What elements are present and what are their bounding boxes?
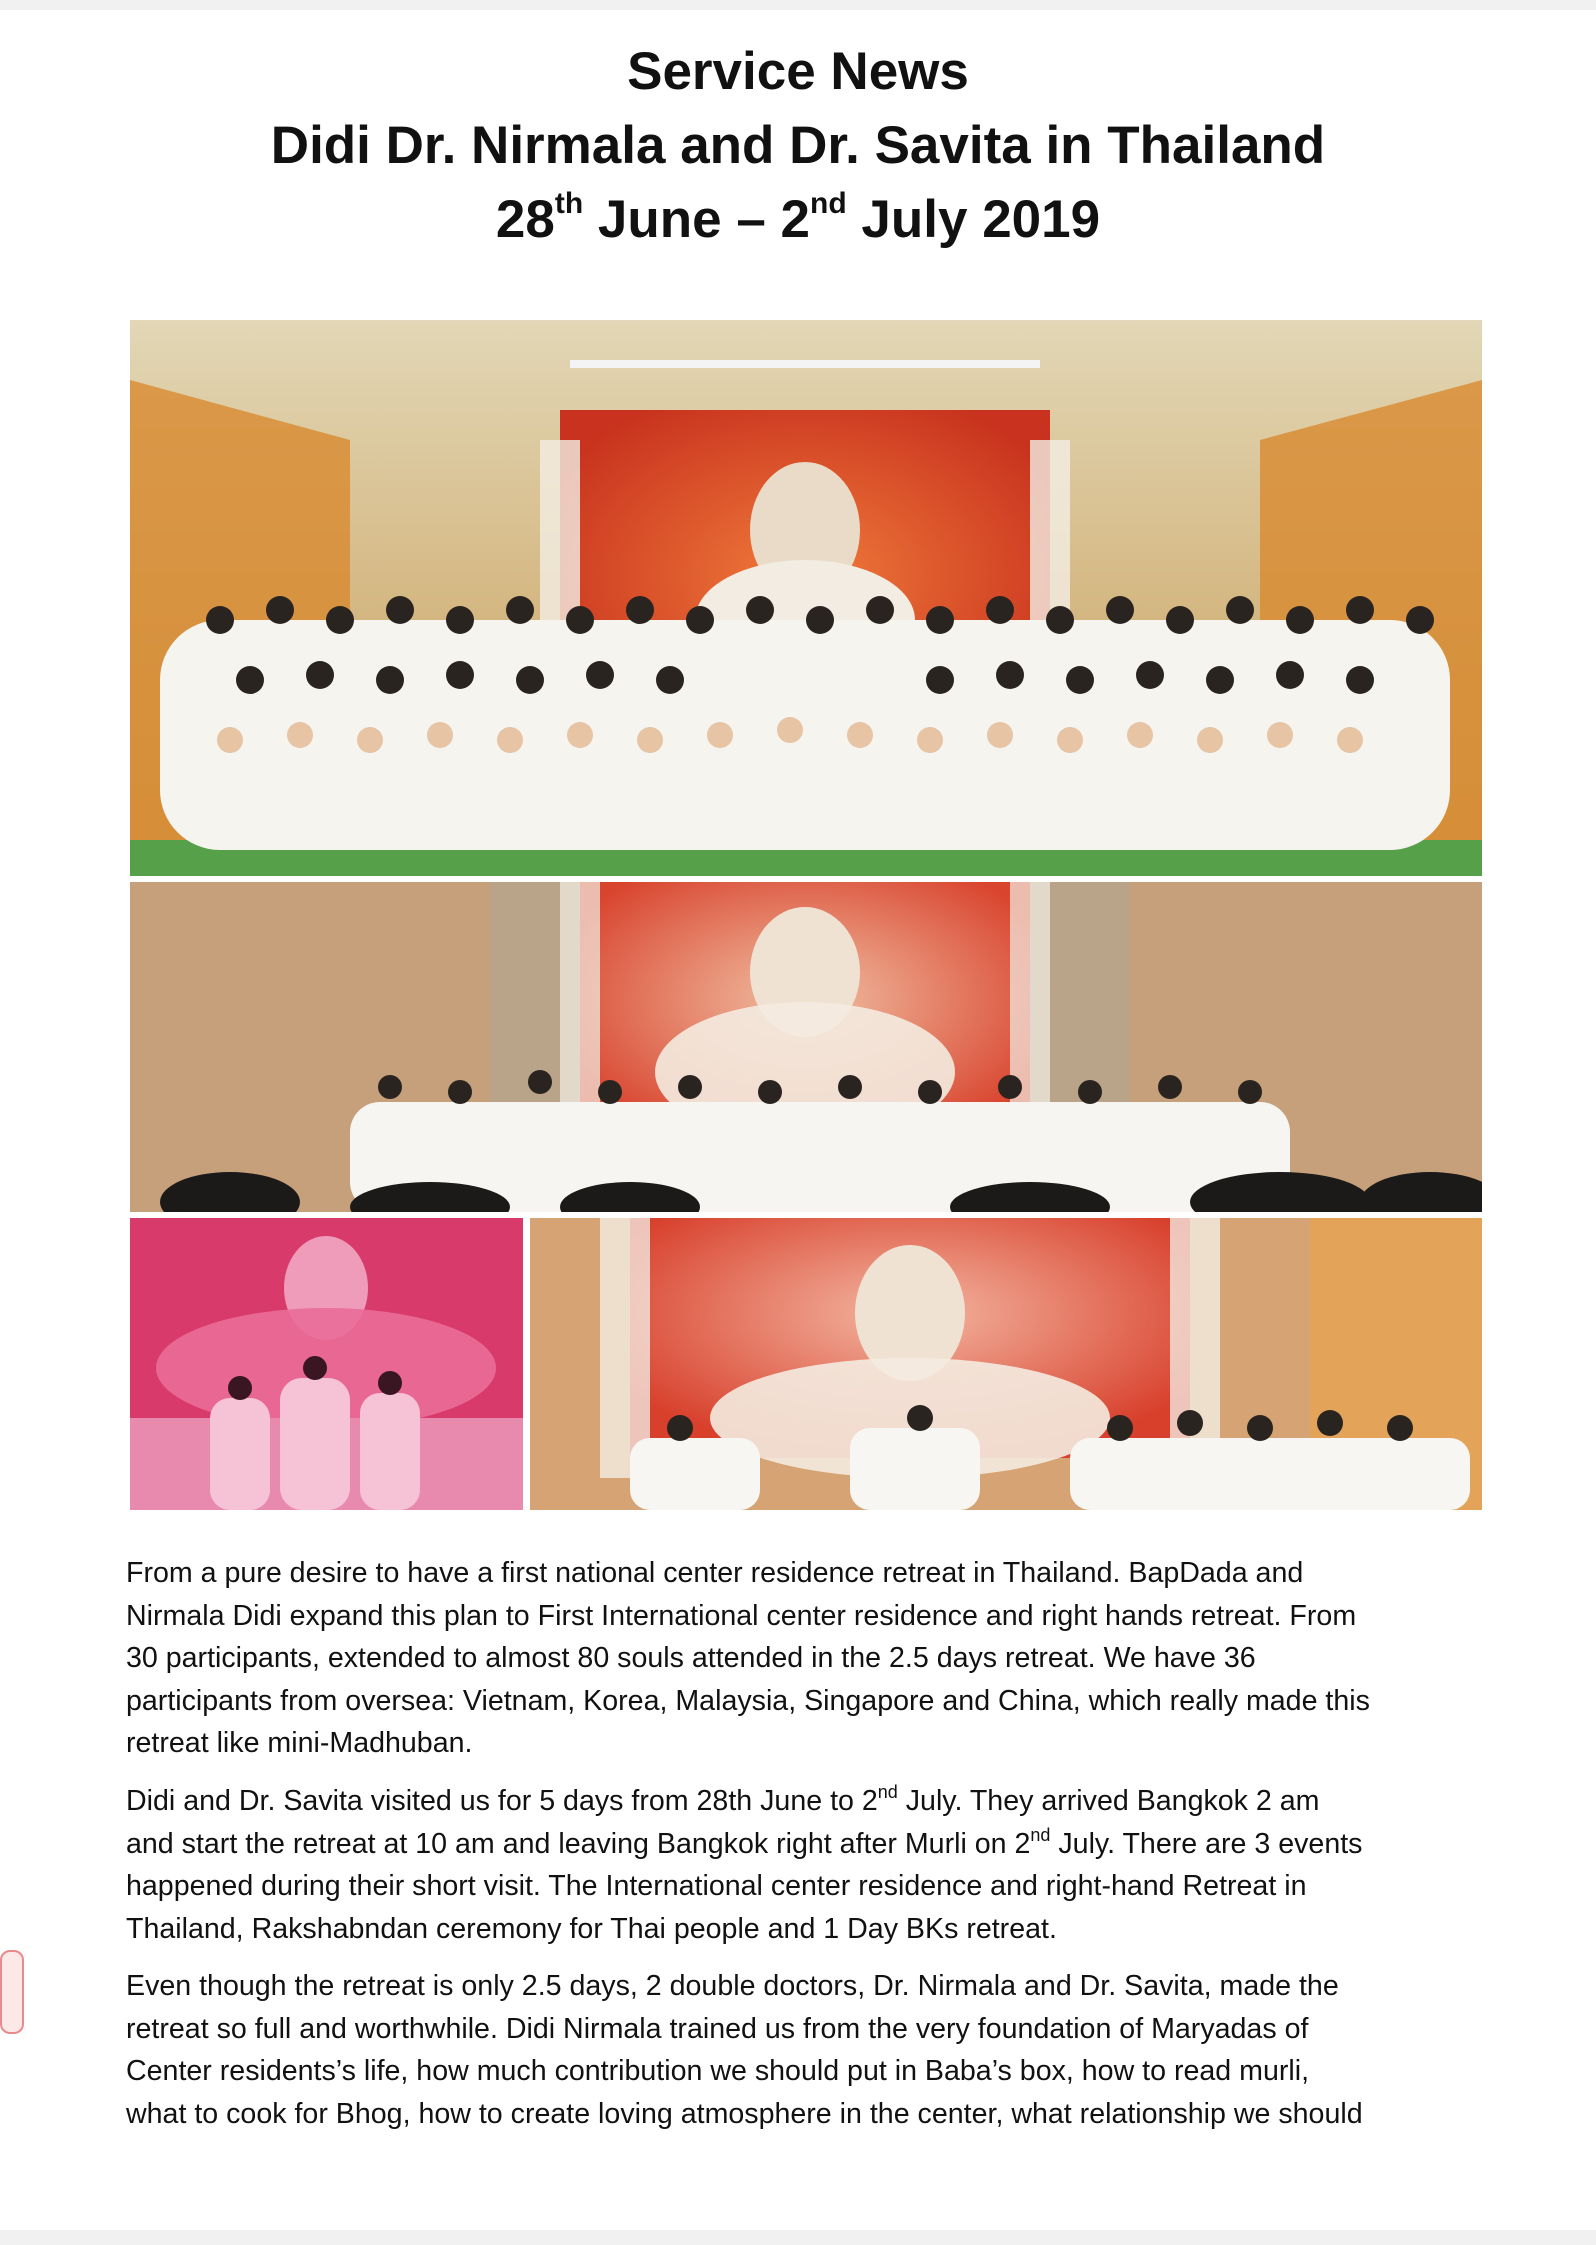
- paragraph-line: what to cook for Bhog, how to create loving atmosphere in the center, what relationship we should: [126, 2097, 1363, 2130]
- title-subject: Didi Dr. Nirmala and Dr. Savita in Thailand: [270, 116, 1326, 175]
- paragraph-line: 30 participants, extended to almost 80 souls attended in the 2.5 days retreat. We have 36: [126, 1642, 1256, 1674]
- paragraph-intro: [126, 1552, 1546, 1765]
- title-service-news: Service News: [627, 42, 969, 101]
- date-mid: June – 2: [583, 190, 811, 249]
- photo-group-retreat: [130, 320, 1482, 876]
- text-run: July. There are 3 events: [1050, 1827, 1363, 1860]
- date-sup2: nd: [810, 187, 847, 220]
- paragraph-line: From a pure desire to have a first national center residence retreat in Thailand. BapDada and: [126, 1557, 1304, 1589]
- photo-stage-panel: [130, 882, 1482, 1212]
- paragraph-line: happened during their short visit. The International center residence and right-hand Retreat in: [126, 1870, 1307, 1902]
- group-photo-icon: [130, 320, 1482, 876]
- document-page: [0, 10, 1596, 2230]
- photo-stage-speakers: [530, 1218, 1482, 1510]
- paragraph-line: Center residents’s life, how much contribution we should put in Baba’s box, how to read murli,: [126, 2055, 1310, 2087]
- paragraph-line: retreat like mini-Madhuban.: [126, 1727, 473, 1759]
- text-run: and start the retreat at 10 am and leaving Bangkok right after Murli on 2: [126, 1827, 1031, 1860]
- title-date-range: [0, 183, 1596, 257]
- paragraph-line: [126, 1780, 1546, 1823]
- side-scroll-handle[interactable]: [0, 1950, 24, 2034]
- date-end: July 2019: [846, 190, 1101, 249]
- photo-pink-portrait: [130, 1218, 523, 1510]
- stage-photo-icon: [130, 882, 1482, 1212]
- paragraph-line: Nirmala Didi expand this plan to First International center residence and right hands retreat. From: [126, 1599, 1357, 1632]
- paragraph-line: participants from oversea: Vietnam, Korea, Malaysia, Singapore and China, which really made this: [126, 1684, 1370, 1717]
- paragraph-line: retreat so full and worthwhile. Didi Nirmala trained us from the very foundation of Maryadas of: [126, 2012, 1309, 2045]
- paragraph-line: Thailand, Rakshabndan ceremony for Thai people and 1 Day BKs retreat.: [126, 1912, 1057, 1945]
- date-day1: 28: [495, 190, 555, 249]
- paragraph-line: [126, 1823, 1546, 1866]
- ordinal-suffix: nd: [1030, 1824, 1051, 1845]
- ordinal-suffix: nd: [877, 1782, 898, 1802]
- paragraph-line: Even though the retreat is only 2.5 days, 2 double doctors, Dr. Nirmala and Dr. Savita, made the: [126, 1970, 1339, 2002]
- paragraph-retreat: [126, 1965, 1546, 2135]
- text-run: Didi and Dr. Savita visited us for 5 days from 28th June to 2: [126, 1785, 878, 1817]
- paragraph-visit: [126, 1780, 1546, 1950]
- portrait-photo-icon: [130, 1218, 523, 1510]
- stage-photo-icon: [530, 1218, 1482, 1510]
- date-sup1: th: [554, 187, 584, 220]
- text-run: July. They arrived Bangkok 2 am: [897, 1785, 1320, 1817]
